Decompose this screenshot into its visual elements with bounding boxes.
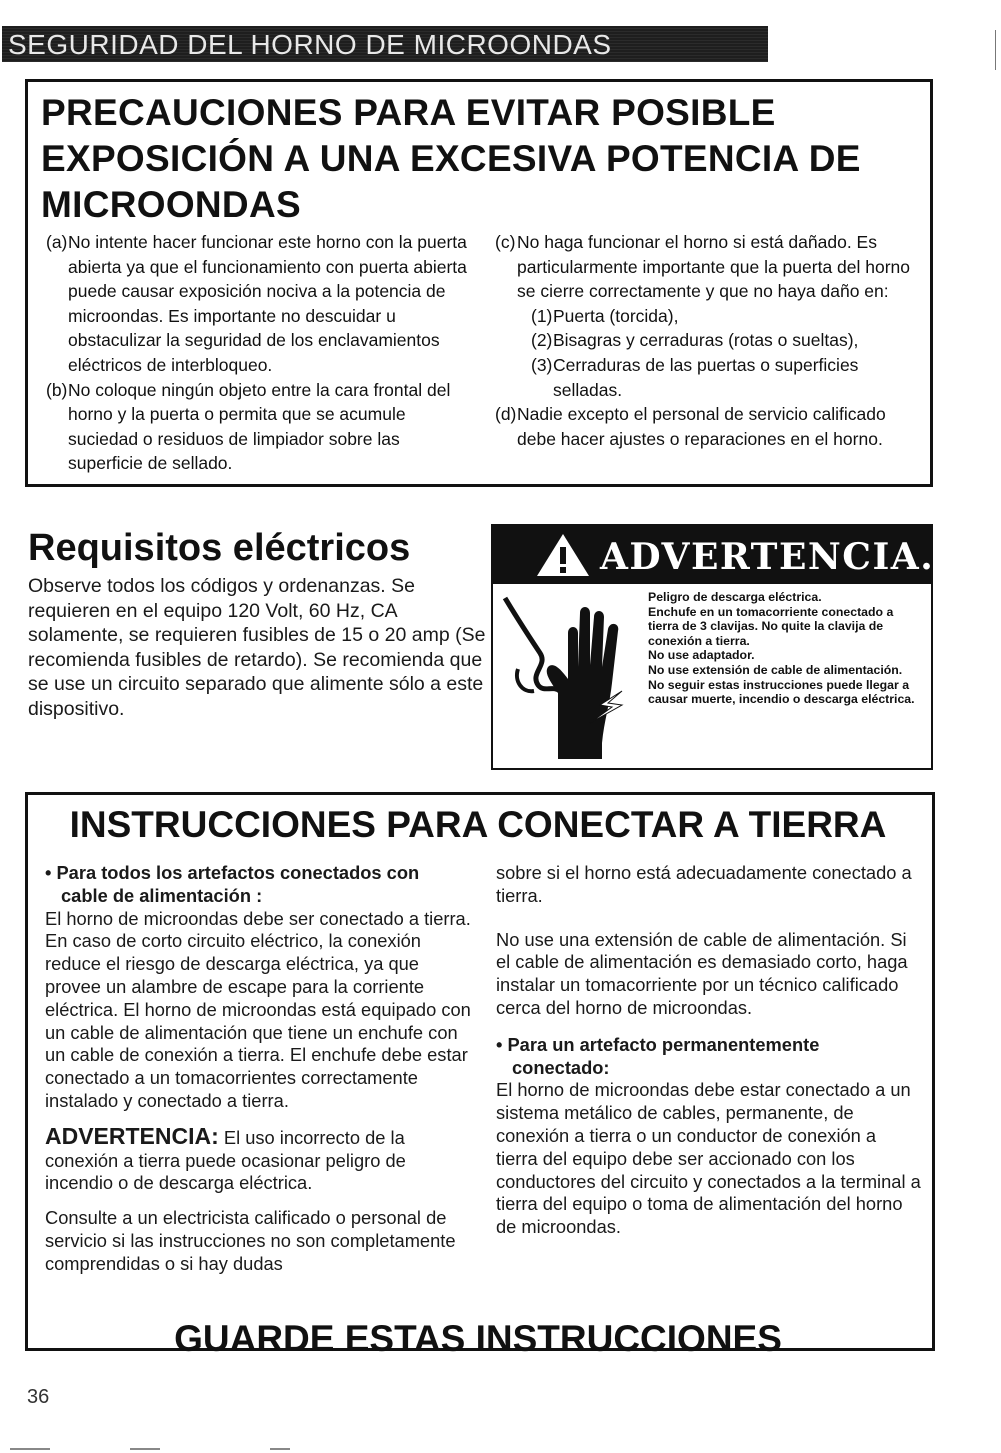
item-marker: (c) [495, 232, 516, 252]
warning-line: No seguir estas instrucciones puede llegar a causar muerte, incendio o descarga eléctrica. [648, 677, 915, 707]
grounding-warning-paragraph [45, 1122, 473, 1195]
item-text: No intente hacer funcionar este horno con la puerta abierta ya que el funcionamiento con puerta abierta puede causar exposición nociva a la potencia de microondas. Es importante no descuidar u obstaculizar la seguridad de los enclavamientos eléctricos de interbloqueo. [68, 232, 467, 375]
electrical-body: Observe todos los códigos y ordenanzas. Se requieren en el equipo 120 Volt, 60 Hz, CA solamente, se requieren fusibles de 15 o 20 amp (Se recomienda fusibles de retardo). Se recomienda que se use un circuito separado que alimente sólo a este dispositivo. [28, 575, 486, 720]
warning-heading: ADVERTENCIA. [600, 536, 935, 578]
precaution-item-c [495, 230, 915, 304]
item-text: Bisagras y cerraduras (rotas o sueltas), [553, 330, 859, 351]
scan-edge-marks [0, 1440, 1001, 1453]
precaution-sub-1 [495, 304, 915, 329]
warning-triangle-icon [535, 531, 591, 579]
grounding-title: INSTRUCCIONES PARA CONECTAR A TIERRA [69, 804, 887, 845]
item-text: Cerraduras de las puertas o superficies [553, 354, 859, 375]
precautions-column-left [46, 230, 476, 476]
grounding-column-left [45, 862, 473, 1288]
item-marker: (a) [46, 232, 68, 252]
bullet-line: conectado: [512, 1056, 610, 1078]
precaution-sub-3 [495, 353, 915, 378]
warning-line: Enchufe en un tomacorriente conectado a tierra de 3 clavijas. No quite la clavija de conexión a tierra. [648, 604, 894, 648]
warning-line: No use extensión de cable de alimentación. [648, 662, 903, 677]
bullet-line: • Para todos los artefactos conectados con [45, 862, 420, 883]
precaution-item-a [46, 230, 476, 378]
grounding-bullet-corded [45, 862, 473, 908]
item-marker: (1) [531, 305, 553, 326]
precaution-item-b [46, 378, 476, 476]
item-text: selladas. [553, 379, 623, 400]
bullet-line: cable de alimentación : [61, 884, 263, 906]
precautions-column-right [495, 230, 915, 451]
grounding-column-right [496, 862, 921, 1251]
edge-mark [995, 30, 996, 70]
precautions-title: PRECAUCIONES PARA EVITAR POSIBLE EXPOSICIÓN A UNA EXCESIVA POTENCIA DE MICROONDAS [41, 92, 861, 225]
grounding-paragraph: sobre si el horno está adecuadamente conectado a tierra. [496, 862, 912, 906]
item-marker: (3) [531, 354, 553, 375]
grounding-bullet-permanent [496, 1034, 921, 1080]
precaution-sub-3-cont [495, 378, 915, 403]
save-instructions-title: GUARDE ESTAS INSTRUCCIONES [174, 1318, 782, 1359]
grounding-paragraph: El horno de microondas debe ser conectado a tierra. En caso de corto circuito eléctrico, la conexión reduce el riesgo de descarga eléctrica, ya que provee un alambre de escape para la corriente eléctrica. El horno de microondas está equipado con un cable de alimentación que tiene un enchufe con un cable de conexión a tierra. El enchufe debe estar conectado a un tomacorrientes correctamente instalado y conectado a tierra. [45, 907, 471, 1111]
section-header-title: SEGURIDAD DEL HORNO DE MICROONDAS [8, 29, 612, 60]
electric-shock-hand-icon [500, 593, 650, 763]
warning-line: Peligro de descarga eléctrica. [648, 590, 822, 604]
page-number: 36 [27, 1386, 50, 1408]
warning-line: No use adaptador. [648, 648, 755, 663]
warning-label-text: El uso incorrecto de la conexión a tierra puede ocasionar peligro de incendio o de descarga eléctrica. [45, 1126, 406, 1194]
electrical-title: Requisitos eléctricos [28, 527, 411, 569]
grounding-paragraph: Consulte a un electricista calificado o personal de servicio si las instrucciones no son completamente comprendidas o si hay dudas [45, 1207, 456, 1274]
warning-text [648, 590, 926, 707]
grounding-paragraph: No use una extensión de cable de alimentación. Si el cable de alimentación es demasiado corto, haga instalar un tomacorriente por un técnico calificado cerca del horno de microondas. [496, 928, 908, 1018]
item-text: No coloque ningún objeto entre la cara frontal del horno y la puerta o permita que se acumule suciedad o residuos de limpiador sobre las superficie de sellado. [68, 379, 451, 474]
item-text: No haga funcionar el horno si está dañado. Es particularmente importante que la puerta del horno se cierre correctamente y que no haya daño en: [517, 232, 911, 302]
precaution-sub-2 [495, 328, 915, 353]
item-marker: (2) [531, 330, 553, 351]
item-text: Puerta (torcida), [553, 305, 679, 326]
warning-label: ADVERTENCIA: [45, 1122, 219, 1149]
item-marker: (b) [46, 379, 68, 400]
grounding-paragraph: El horno de microondas debe estar conectado a un sistema metálico de cables, permanente, de conexión a tierra o un conductor de conexión a tierra del equipo debe ser accionado con los conductores del circuito y conectados a la terminal a tierra del equipo o toma de alimentación del horno de microondas. [496, 1079, 921, 1238]
item-marker: (d) [495, 404, 517, 425]
precaution-item-d [495, 402, 915, 451]
item-text: Nadie excepto el personal de servicio calificado debe hacer ajustes o reparaciones en el horno. [517, 404, 886, 449]
bullet-line: • Para un artefacto permanentemente [496, 1033, 820, 1055]
